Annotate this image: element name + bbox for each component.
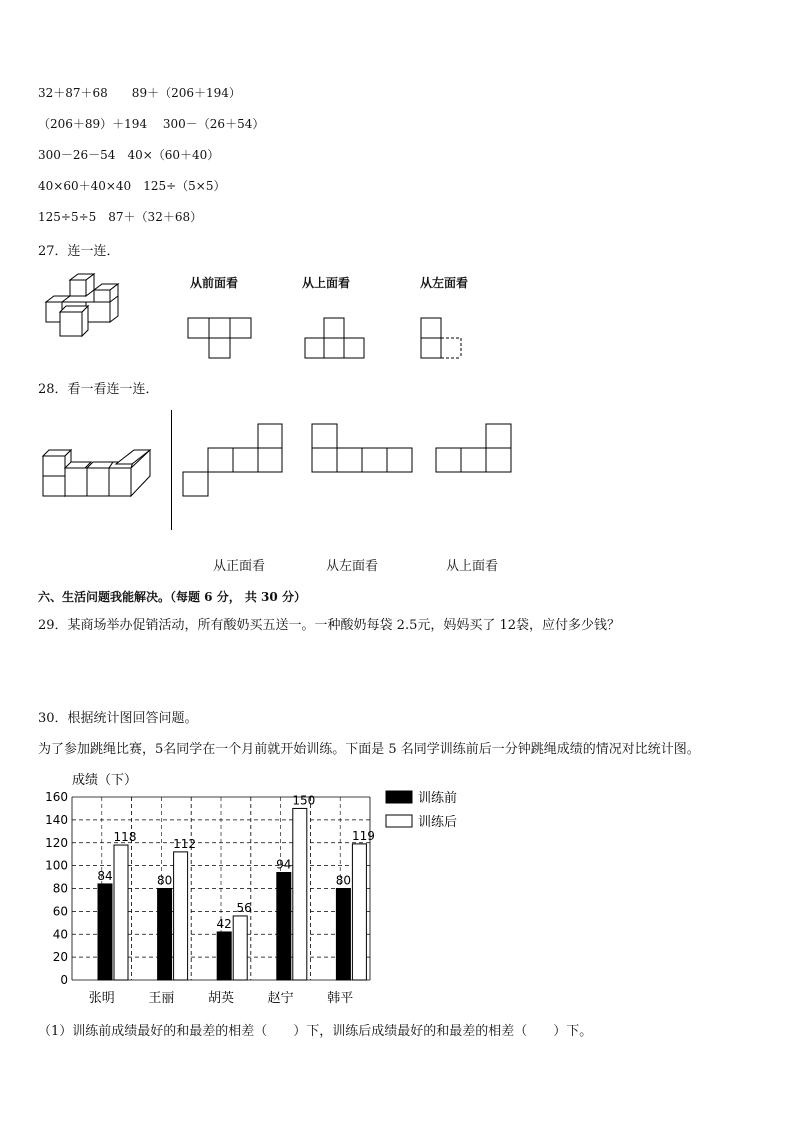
calc-line: （206＋89）＋194 300－（26＋54） (38, 117, 265, 131)
bar (336, 889, 350, 981)
q28-view-shape-2 (310, 422, 416, 476)
x-tick-label: 胡英 (207, 991, 235, 1006)
q27-view-top-label: 从上面看 (302, 276, 351, 290)
bar (158, 889, 172, 981)
bar (233, 916, 247, 980)
x-tick-label: 王丽 (148, 991, 175, 1006)
y-tick-label: 140 (45, 812, 68, 827)
q30-sub1: （1）训练前成绩最好的和最差的相差（ ）下，训练后成绩最好的和最差的相差（ ）下。 (38, 1024, 593, 1039)
data-label: 80 (335, 873, 352, 888)
q28-view-shape-1 (181, 422, 285, 500)
bar-chart (36, 766, 476, 1010)
y-tick-label: 80 (52, 881, 68, 896)
q29-text: 29．某商场举办促销活动，所有酸奶买五送一。一种酸奶每袋 2.5元，妈妈买了 12袋，应付多少钱？ (38, 618, 621, 633)
x-tick-label: 赵宁 (267, 991, 294, 1006)
calc-line: 125÷5÷5 87＋（32＋68） (38, 210, 203, 224)
data-label: 119 (351, 828, 375, 843)
bar (98, 884, 112, 980)
data-label: 80 (156, 873, 173, 888)
q27-cube-solid (42, 272, 132, 344)
calc-line: 32＋87＋68 89＋（206＋194） (38, 86, 241, 100)
q27-title: 27．连一连． (38, 244, 120, 259)
bar (114, 845, 128, 980)
q27-view-left-label: 从左面看 (420, 276, 469, 290)
bar (217, 932, 231, 980)
q28-divider (171, 410, 172, 530)
data-label: 112 (173, 836, 197, 851)
legend-swatch (386, 815, 412, 827)
data-label: 118 (113, 830, 137, 845)
data-label: 84 (97, 868, 113, 883)
y-tick-label: 120 (45, 835, 68, 850)
q27-view-shape-1 (186, 316, 254, 360)
y-tick-label: 160 (45, 790, 68, 804)
calc-line: 40×60＋40×40 125÷（5×5） (38, 179, 226, 193)
bar (293, 808, 307, 980)
x-tick-label: 韩平 (327, 991, 354, 1006)
y-tick-label: 0 (60, 973, 68, 987)
q27-view-front-label: 从前面看 (190, 276, 239, 290)
y-tick-label: 100 (45, 858, 68, 873)
q28-view-left-label: 从左面看 (326, 559, 379, 574)
q28-view-shape-3 (434, 422, 516, 476)
legend-label: 训练后 (418, 815, 458, 830)
q27-view-shape-2 (303, 316, 369, 360)
bar (352, 844, 366, 980)
data-label: 42 (216, 916, 232, 931)
y-tick-label: 60 (52, 904, 68, 919)
q28-cube-solid (40, 446, 156, 500)
y-tick-label: 20 (52, 950, 68, 965)
q30-title: 30．根据统计图回答问题。 (38, 711, 198, 726)
section-heading: 六、生活问题我能解决。（每题 6 分， 共 30 分） (38, 590, 306, 604)
q28-view-top-label: 从上面看 (446, 559, 499, 574)
calc-line: 300－26－54 40×（60＋40） (38, 148, 220, 162)
y-axis-label: 成绩（下） (72, 773, 138, 788)
legend-swatch (386, 791, 412, 803)
bar (174, 852, 188, 980)
y-tick-label: 40 (52, 927, 68, 942)
data-label: 94 (276, 857, 292, 872)
q27-view-shape-3 (419, 316, 467, 360)
q30-intro: 为了参加跳绳比赛，5名同学在一个月前就开始训练。下面是 5 名同学训练前后一分钟跳绳成绩的情况对比统计图。 (38, 742, 700, 757)
bar (277, 872, 291, 980)
q28-title: 28．看一看连一连． (38, 382, 159, 397)
data-label: 56 (236, 900, 252, 915)
x-tick-label: 张明 (88, 991, 115, 1006)
legend-label: 训练前 (418, 791, 458, 806)
data-label: 150 (292, 793, 316, 808)
q28-view-front-label: 从正面看 (213, 559, 266, 574)
